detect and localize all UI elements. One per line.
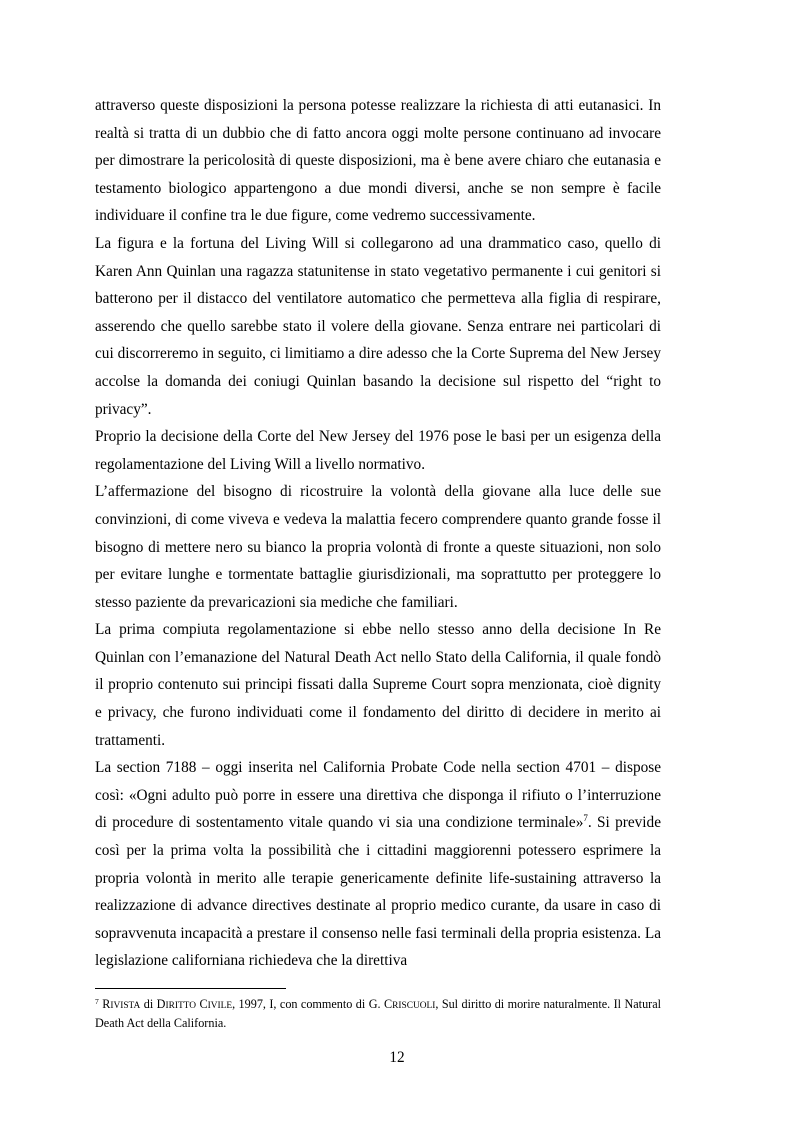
- paragraph-text: La section 7188 – oggi inserita nel California Probate Code nella section 4701 – dispose così: «Ogni adulto può porre in essere una direttiva che disponga il rifiuto o l’interruzione di procedure di sostentamento vitale quando vi sia una condizione terminale»: [95, 759, 661, 832]
- paragraph-text: . Si previde così per la prima volta la possibilità che i cittadini maggiorenni potessero esprimere la propria volontà in merito alle terapie genericamente definite life-sustaining attraverso la realizzazione di advance directives destinate al proprio medico curante, da usare in caso di sopravvenuta incapacità a prestare il consenso nelle fasi terminali della propria esistenza. La legislazione californiana richiedeva che la direttiva: [95, 814, 661, 970]
- page-number: 12: [389, 1049, 405, 1066]
- paragraph: Proprio la decisione della Corte del New Jersey del 1976 pose le basi per un esigenza della regolamentazione del Living Will a livello normativo.: [95, 428, 661, 473]
- footnote-text: , 1997, I, con commento di G.: [232, 997, 384, 1011]
- footnote-separator: [95, 988, 286, 989]
- footnote-number: 7: [95, 997, 99, 1006]
- footnote: [95, 996, 661, 1031]
- author-name: CRISCUOLI: [383, 997, 436, 1011]
- body-text: [95, 92, 661, 975]
- paragraph: La figura e la fortuna del Living Will si collegarono ad una drammatico caso, quello di Karen Ann Quinlan una ragazza statunitense in stato vegetativo permanente i cui genitori si batterono per il distacco del ventilatore automatico che permetteva alla figlia di respirare, asserendo che quello sarebbe stato il volere della giovane. Senza entrare nei particolari di cui discorreremo in seguito, ci limitiamo a dire adesso che la Corte Suprema del New Jersey accolse la domanda dei coniugi Quinlan basando la decisione sul rispetto del “right to privacy”.: [95, 234, 661, 418]
- journal-name: RIVISTA di DIRITTO CIVILE: [102, 997, 233, 1011]
- footnote-reference[interactable]: 7: [583, 813, 588, 824]
- paragraph: [95, 754, 661, 975]
- paragraph: La prima compiuta regolamentazione si ebbe nello stesso anno della decisione In Re Quinlan con l’emanazione del Natural Death Act nello Stato della California, il quale fondò il proprio contenuto sui principi fissati dalla Supreme Court sopra menzionata, cioè dignity e privacy, che furono individuati come il fondamento del diritto di decidere in merito ai trattamenti.: [95, 621, 661, 749]
- paragraph: L’affermazione del bisogno di ricostruire la volontà della giovane alla luce delle sue convinzioni, di come viveva e vedeva la malattia fecero comprendere quanto grande fosse il bisogno di mettere nero su bianco la propria volontà di fronte a queste situazioni, non solo per evitare lunghe e tormentate battaglie giurisdizionali, ma soprattutto per proteggere lo stesso paziente da prevaricazioni sia mediche che familiari.: [95, 483, 661, 611]
- footnote-text: , Sul diritto di morire naturalmente. Il Natural Death Act della California.: [95, 997, 662, 1030]
- paragraph: attraverso queste disposizioni la persona potesse realizzare la richiesta di atti eutanasici. In realtà si tratta di un dubbio che di fatto ancora oggi molte persone continuano ad invocare per dimostrare la pericolosità di queste disposizioni, ma è bene avere chiaro che eutanasia e testamento biologico appartengono a due mondi diversi, anche se non sempre è facile individuare il confine tra le due figure, come vedremo successivamente.: [95, 97, 661, 225]
